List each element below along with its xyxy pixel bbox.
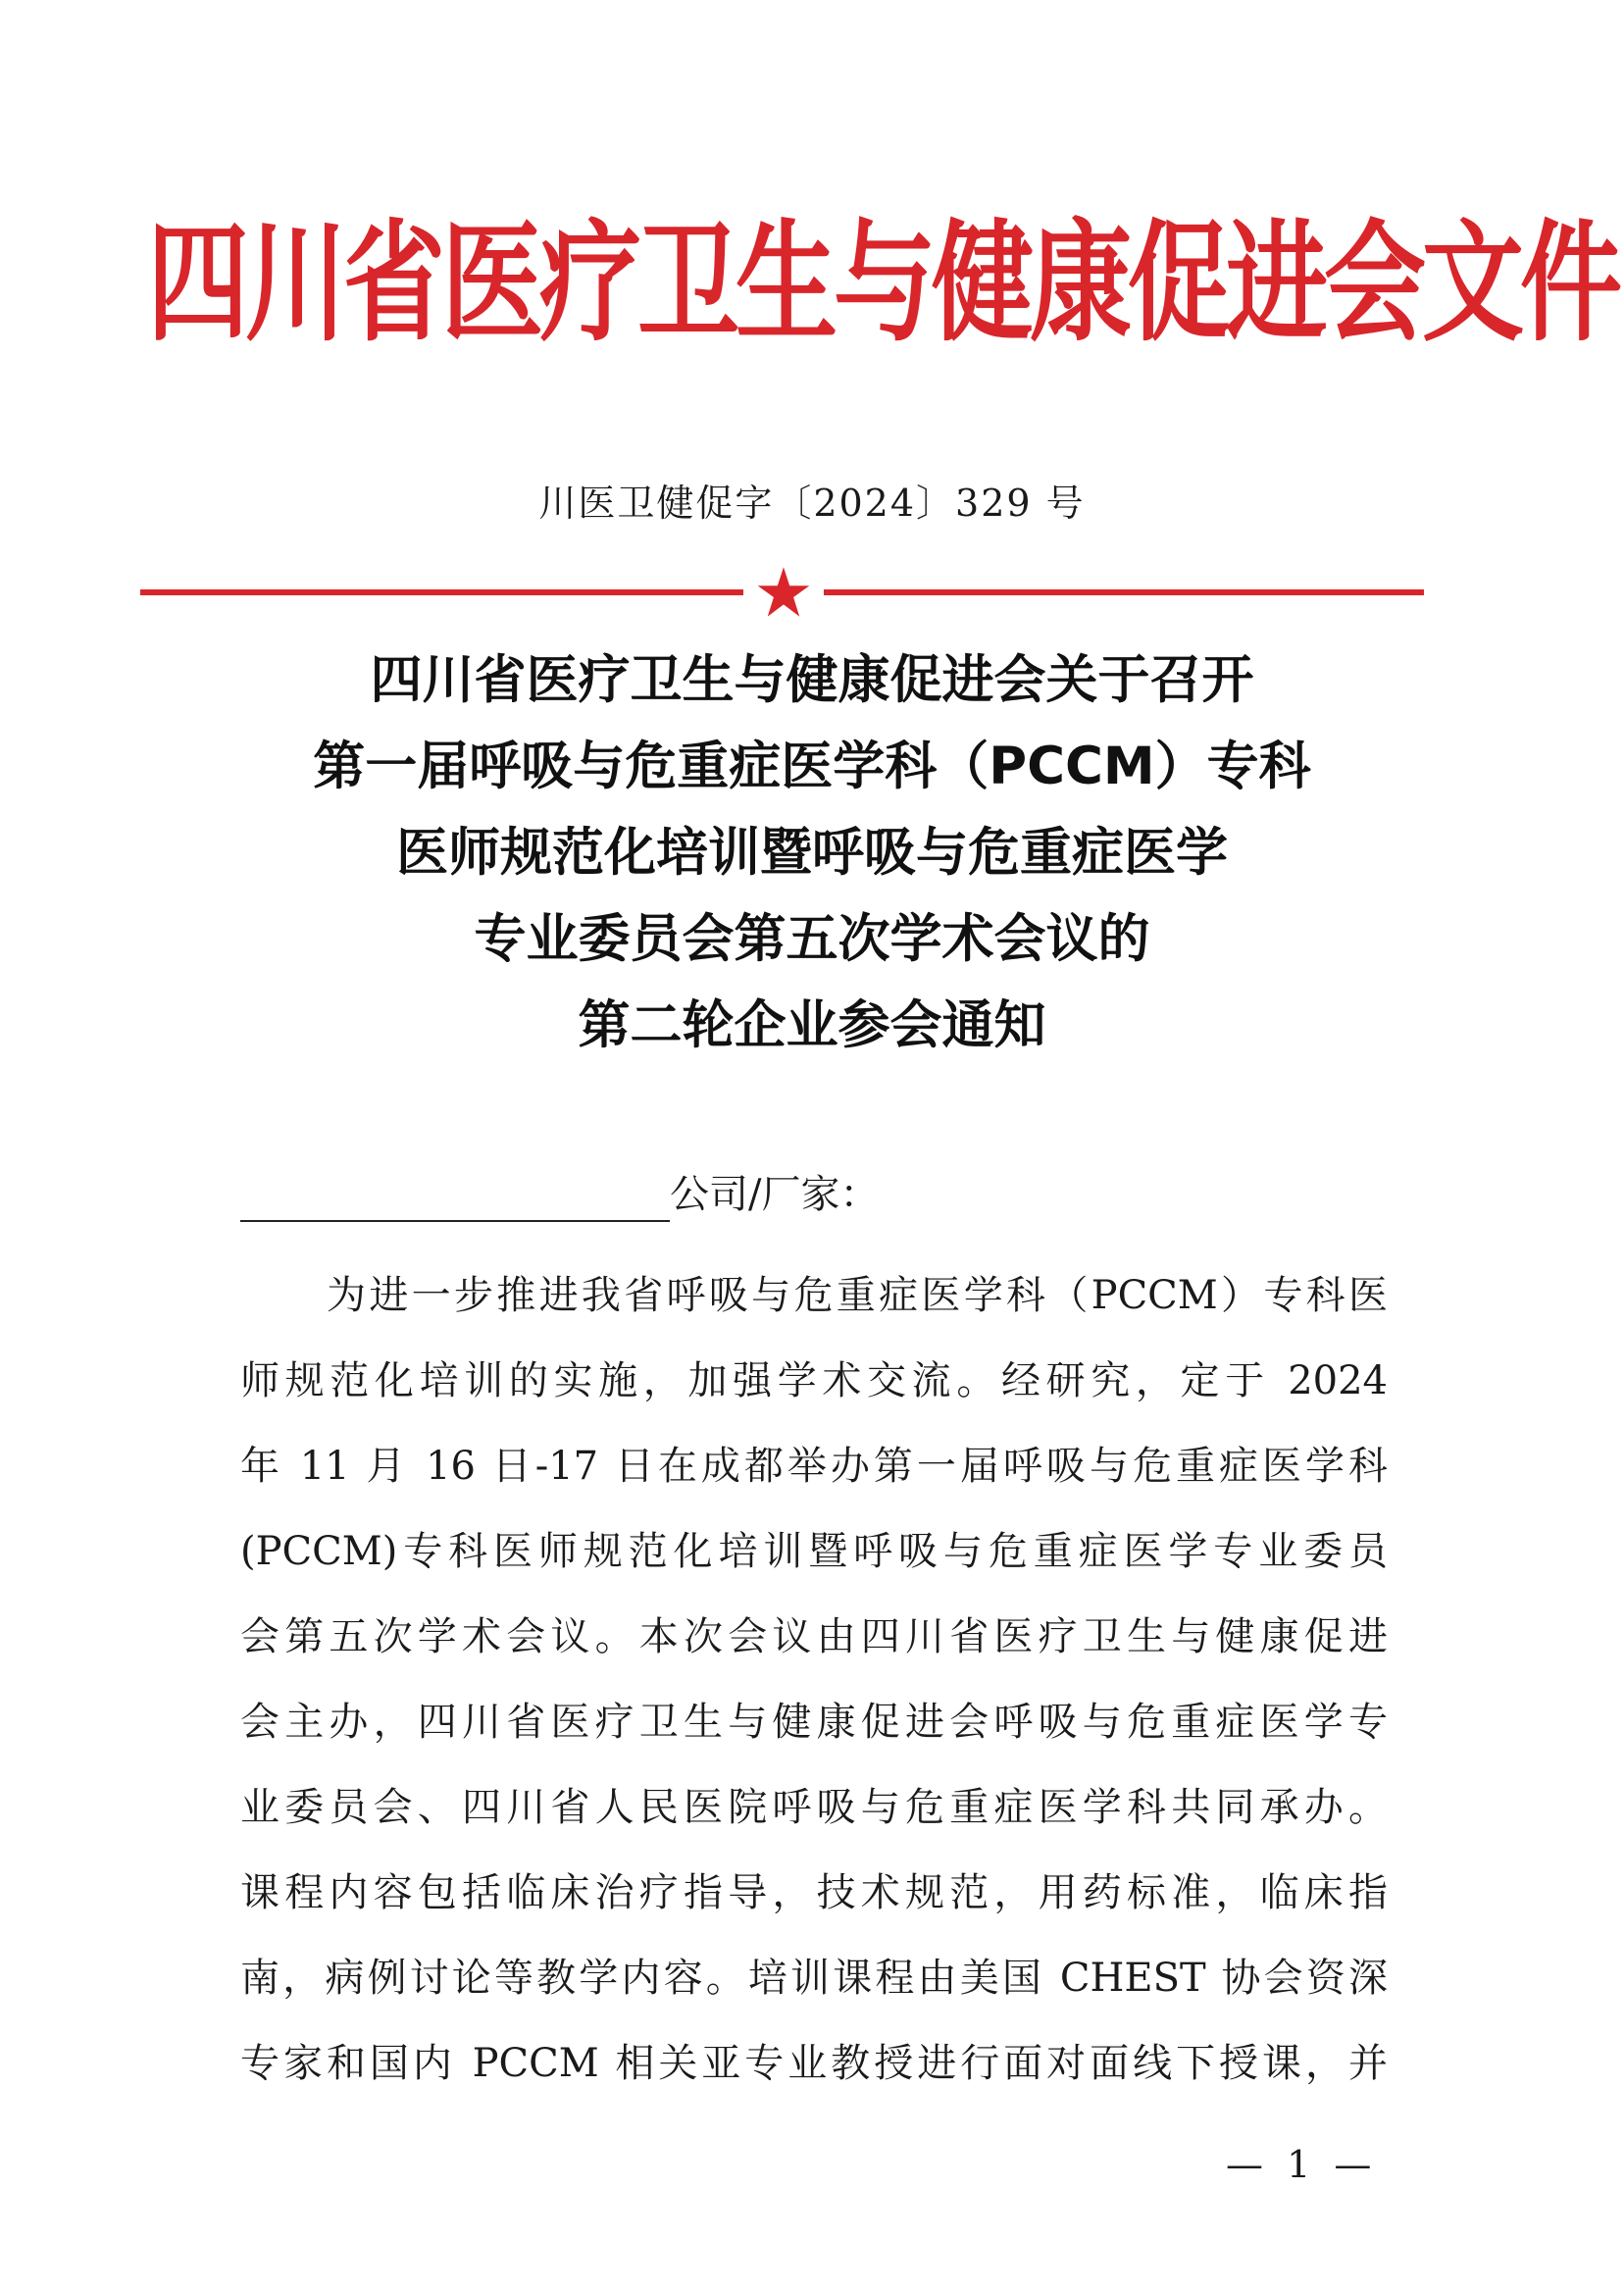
title-line: 第二轮企业参会通知 bbox=[578, 995, 1046, 1055]
title-line: 医师规范化培训暨呼吸与危重症医学 bbox=[396, 823, 1228, 883]
red-rule-left bbox=[140, 589, 743, 595]
body-line: 业委员会、四川省人民医院呼吸与危重症医学科共同承办。 bbox=[240, 1785, 1388, 1830]
body-line: 为进一步推进我省呼吸与危重症医学科（PCCM）专科医 bbox=[327, 1273, 1388, 1318]
title-line: 专业委员会第五次学术会议的 bbox=[474, 909, 1150, 969]
body-line: 课程内容包括临床治疗指导，技术规范，用药标准，临床指 bbox=[240, 1870, 1388, 1915]
star-icon bbox=[755, 565, 812, 620]
title-line: 第一届呼吸与危重症医学科（PCCM）专科 bbox=[313, 737, 1311, 796]
body-line: 年 11 月 16 日-17 日在成都举办第一届呼吸与危重症医学科 bbox=[240, 1444, 1388, 1489]
body-line: 会主办，四川省医疗卫生与健康促进会呼吸与危重症医学专 bbox=[240, 1700, 1388, 1745]
salutation-text: 公司/厂家： bbox=[670, 1172, 880, 1217]
masthead-title: 四川省医疗卫生与健康促进会文件 bbox=[147, 205, 1619, 360]
company-blank-line bbox=[240, 1171, 670, 1222]
body-line: 专家和国内 PCCM 相关亚专业教授进行面对面线下授课，并 bbox=[240, 2041, 1388, 2086]
body-line: (PCCM)专科医师规范化培训暨呼吸与危重症医学专业委员 bbox=[240, 1529, 1388, 1574]
title-line: 四川省医疗卫生与健康促进会关于召开 bbox=[370, 650, 1254, 710]
body-line: 师规范化培训的实施，加强学术交流。经研究，定于 2024 bbox=[240, 1358, 1388, 1403]
notice-title bbox=[147, 637, 1477, 1069]
red-rule-right bbox=[824, 589, 1424, 595]
document-number: 川医卫健促字〔2024〕329 号 bbox=[538, 482, 1086, 525]
page-number: — 1 — bbox=[1226, 2143, 1378, 2186]
body-line: 南，病例讨论等教学内容。培训课程由美国 CHEST 协会资深 bbox=[240, 1956, 1388, 2001]
body-line: 会第五次学术会议。本次会议由四川省医疗卫生与健康促进 bbox=[240, 1614, 1388, 1659]
body-paragraph bbox=[240, 1253, 1388, 2107]
salutation bbox=[240, 1167, 879, 1222]
